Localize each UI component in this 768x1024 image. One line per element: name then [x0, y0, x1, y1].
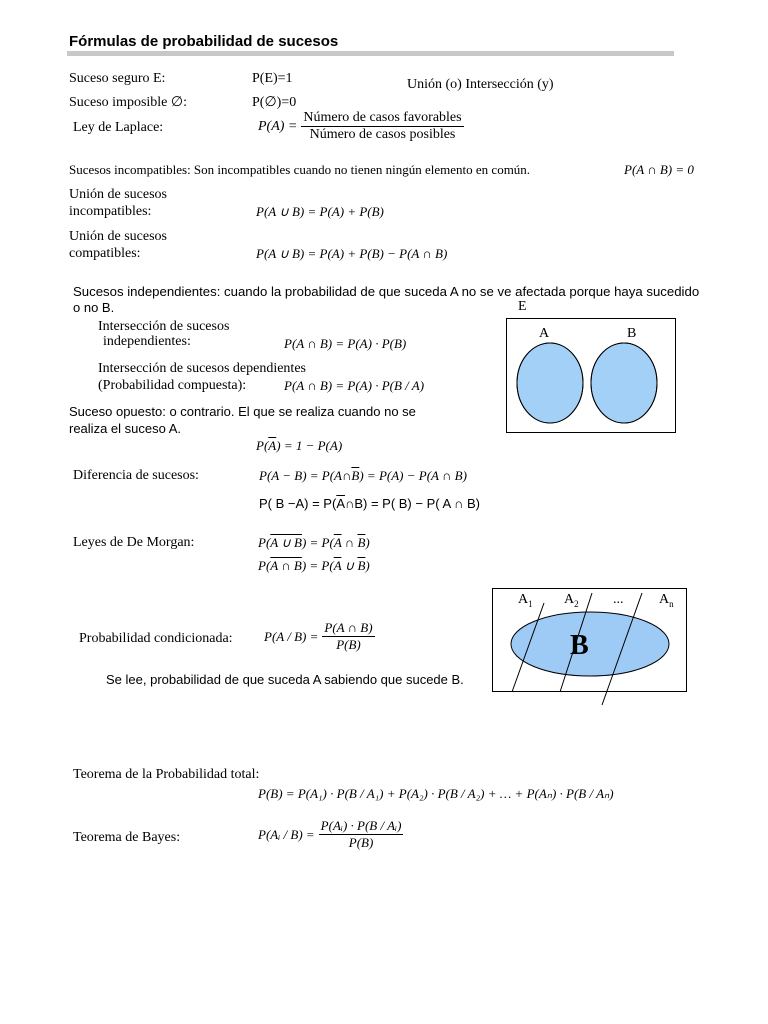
partition-set-label: B	[570, 630, 589, 661]
seguro-formula: P(E)=1	[252, 71, 293, 86]
venn-label-b: B	[627, 326, 637, 341]
union-incompat-formula: P(A ∪ B) = P(A) + P(B)	[256, 204, 384, 219]
union-incompat-label-1: Unión de sucesos	[69, 187, 167, 202]
laplace-numerator: Número de casos favorables	[303, 110, 462, 125]
union-incompat-label-2: incompatibles:	[69, 204, 152, 219]
diferencia-formula-2: P( $B -A) = P(\overline{A}\cap B) = P$( B) − P( A ∩ B)	[259, 496, 480, 511]
incompatibles-formula: P(A ∩ B) = 0	[624, 162, 694, 177]
independientes-text-2: o no B.	[73, 300, 115, 315]
condicionada-formula: P(A / B) = $\frac{P(A \cap B)}{P(B)}$	[264, 620, 373, 652]
laplace-formula	[258, 110, 464, 143]
bayes-formula: P(Aᵢ / B) = $\frac{\text{P(Aᵢ) · P(B / Aᵢ)}}{P(B)}$	[258, 818, 402, 850]
morgan-label: Leyes de De Morgan:	[73, 535, 195, 550]
partition-set-b	[511, 612, 669, 676]
bayes-label: Teorema de Bayes:	[73, 830, 181, 845]
independientes-text-1: Sucesos independientes: cuando la probabilidad de que suceda A no se ve afectada porque haya sucedido	[73, 284, 700, 299]
inter-dep-formula: P(A ∩ B) = P(A) · P(B / A)	[284, 378, 425, 393]
morgan-formula-1: P(A ∪ $B) = P(\overline{A}$ ∩ $\overline{B}$)	[258, 535, 370, 550]
partition-a2: $A_2$	[564, 592, 579, 609]
laplace-denominator: Número de casos posibles	[309, 127, 456, 142]
inter-dep-label-1: Intersección de sucesos dependientes	[98, 361, 306, 376]
total-formula: P(B) = P(A₁) · P(B / A₁) + P(A₂) · P(B / A₂) + … + P(Aₙ) · P(B / Aₙ)	[258, 786, 614, 801]
diferencia-formula-1: $P(A - B) = P(A\cap\overline{B}) = P(A) - P(A$ ∩ B)	[259, 468, 467, 483]
venn-diagram	[506, 318, 676, 434]
imposible-formula: P(∅)=0	[252, 95, 297, 110]
page-title: Fórmulas de probabilidad de sucesos	[69, 33, 339, 50]
union-interseccion-header: Unión (o) Intersección (y)	[407, 77, 554, 92]
union-compat-formula: P(A ∪ B) = P(A) + P(B) − P(A ∩ B)	[256, 246, 448, 261]
imposible-label: Suceso imposible ∅:	[69, 95, 187, 110]
union-compat-label-2: compatibles:	[69, 246, 141, 261]
partition-a1: $A_1$	[518, 592, 533, 609]
complement-b: $\overline{B}$	[351, 468, 360, 483]
inter-dep-label-2: (Probabilidad compuesta):	[98, 378, 247, 393]
partition-dots: ...	[613, 592, 624, 607]
inter-indep-formula: P(A ∩ B) = P(A) · P(B)	[284, 336, 407, 351]
incompatibles-text: Sucesos incompatibles: Son incompatibles cuando no tienen ningún elemento en común.	[69, 162, 531, 177]
total-label: Teorema de la Probabilidad total:	[73, 767, 260, 782]
opuesto-text-2: realiza el suceso A.	[69, 421, 182, 436]
complement-a: $\overline{A}$	[268, 438, 277, 453]
morgan-formula-2: P(A ∩ $B) = P(\overline{A}$ ∪ $\overline{B}$)	[258, 558, 370, 573]
laplace-lhs: P(A) =	[258, 118, 298, 134]
union-compat-label-1: Unión de sucesos	[69, 229, 167, 244]
partition-an: $A_n$	[659, 592, 674, 609]
venn-universe-label: E	[518, 299, 527, 314]
opuesto-formula: $P(\overline{A}) = 1 - P(A)$	[256, 438, 343, 453]
title-rule	[67, 51, 674, 56]
complement-a-2: $\overline{A}$	[336, 496, 345, 511]
condicionada-note: Se lee, probabilidad de que suceda A sabiendo que sucede B.	[106, 672, 464, 687]
condicionada-label: Probabilidad condicionada:	[79, 631, 233, 646]
diferencia-label: Diferencia de sucesos:	[73, 468, 199, 483]
seguro-label: Suceso seguro E:	[69, 71, 166, 86]
inter-indep-label-2: independientes:	[103, 334, 191, 349]
laplace-fraction	[301, 110, 463, 143]
inter-indep-label-1: Intersección de sucesos	[98, 319, 230, 334]
laplace-label: Ley de Laplace:	[73, 120, 164, 135]
venn-label-a: A	[539, 326, 550, 341]
opuesto-text-1: Suceso opuesto: o contrario. El que se realiza cuando no se	[69, 404, 416, 419]
